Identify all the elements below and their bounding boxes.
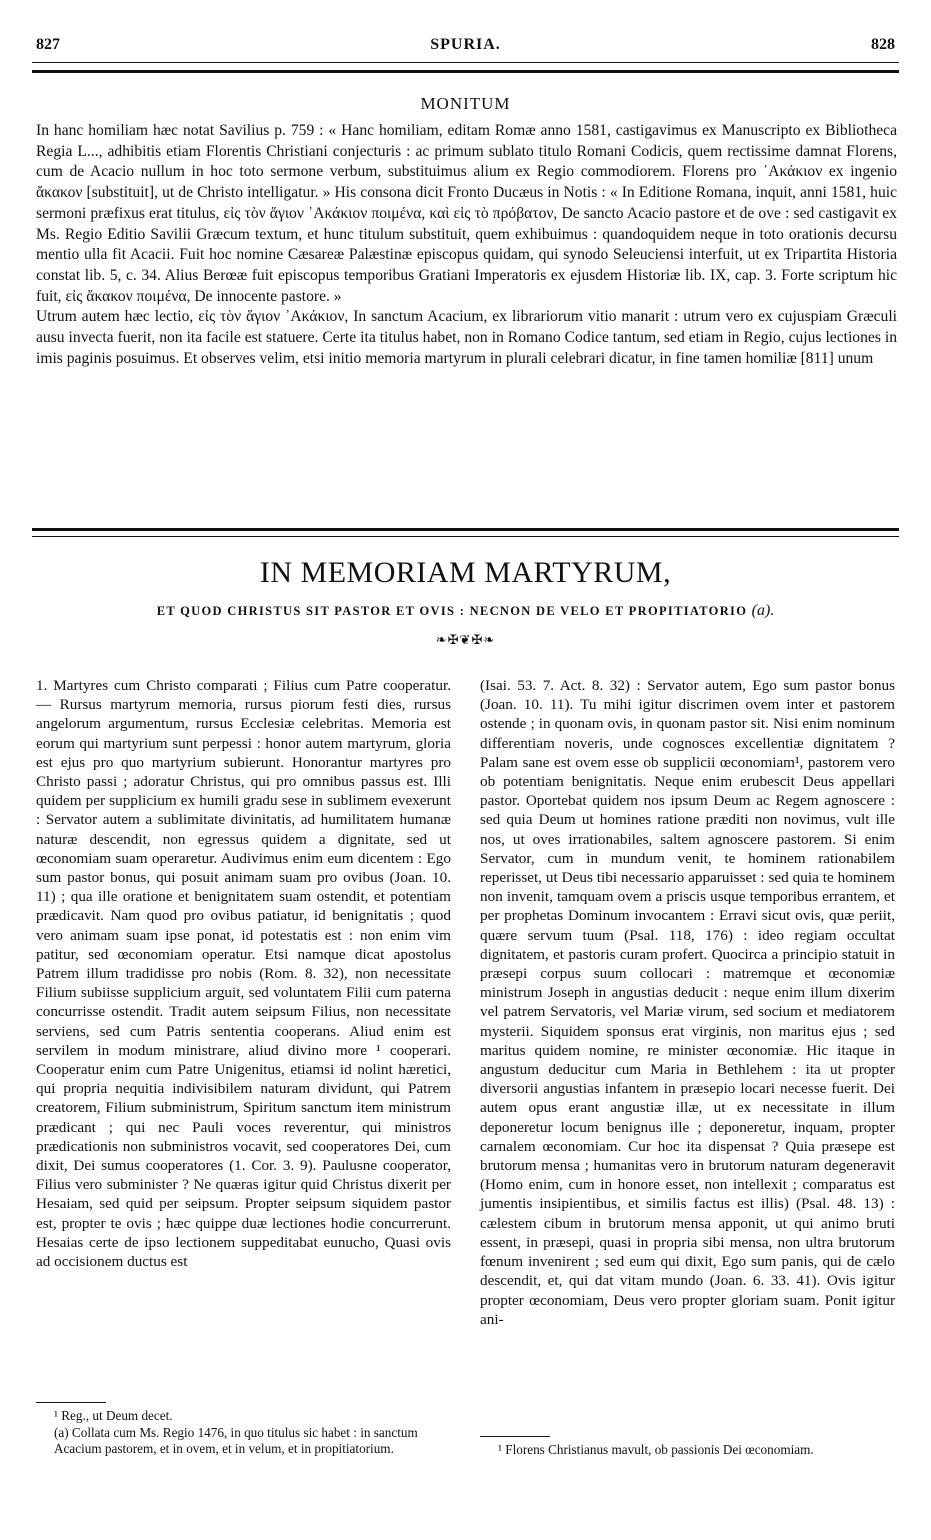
monitum-paragraph-1: In hanc homiliam hæc notat Savilius p. 759 : « Hanc homiliam, editam Romæ anno 1581, castigavimus ex Manuscripto ex Bibliotheca Regia L..., adhibitis etiam Florentis Christiani conjecturis : ac primum sublato titulo Romani Codicis, quem rectissime damnat Florens, cum de Acacio nullum in hoc toto sermone verbum, substituimus alium ex Regio commodiorem. Florens pro ᾿Ακάκιον ex ingenio ἄκακον [substituit], ut de Christo intelligatur. » His consona dicit Fronto Ducæus in Notis : « In Editione Romana, inquit, anni 1581, huic sermoni præfixus erat titulus, εἰς τὸν ἅγιον ᾿Ακάκιον ποιμένα, καὶ εἰς τὸ πρόβατον, De sancto Acacio pastore et de ove : sed castigavit ex Ms. Regio Editio Savilii Græcum textum, et hunc titulum substituit, quem exhibuimus : quandoquidem neque in toto orationis decursu mentio ulla fit Acacii. Fuit hoc nomine Cæsareæ Palæstinæ episcopus quidam, qui synodo Seleuciensi interfuit, ut ex Tripartita Historia constat lib. 5, c. 34. Alius Berœæ fuit episcopus temporibus Gratiani Imperatoris ex ejusdem Historiæ lib. IX, cap. 3. Forte scriptum hic fuit, εἰς ἄκακον ποιμένα, De innocente pastore. »	[36, 122, 897, 305]
footnotes-left	[36, 1408, 451, 1458]
header-rule	[32, 62, 899, 73]
page-number-left: 827	[36, 36, 60, 53]
footnote-rule-left	[36, 1402, 106, 1403]
running-title: SPURIA.	[430, 36, 501, 53]
footnotes-right	[480, 1442, 895, 1459]
section-rule	[32, 528, 899, 537]
footnote-rule-right	[480, 1436, 550, 1437]
running-head	[36, 36, 895, 58]
footnote-right-1: ¹ Florens Christianus mavult, ob passionis Dei œconomiam.	[498, 1442, 814, 1457]
monitum-title: MONITUM	[420, 94, 511, 113]
page-number-right: 828	[871, 36, 895, 53]
column-right-text: (Isai. 53. 7. Act. 8. 32) : Servator autem, Ego sum pastor bonus (Joan. 10. 11). Tu mihi igitur discrimen ovem inter et pastorem ostende ; in quonam ovis, in quonam pastor sit. Nisi enim nominum differentiam noveris, unde cognosces excellentiæ dignitatem ? Palam sane est ovem esse ob supplicii œconomiam¹, pastorem vero ob potentiam benignitatis. Neque enim erubescit Deus appellari pastor. Oportebat quidem nos ipsum Deum ac Regem agnoscere : sed quia Deum ut homines ratione præditi non novimus, vult ille nos, ut oves irrationabiles, saltem agnoscere pastorem. Si enim Servator, cum in mundum venit, te hominem rationabilem reperisset, ut Deus tibi necessario apparuisset : sed quia te hominem non invenit, tamquam ovem a priscis usque temporibus errantem, et per prophetas Dominum invocantem : Erravi sicut ovis, quæ periit, quære servum tuum (Psal. 118, 176) : ideo regiam occultat dignitatem, et pastoris curam profert. Quocirca a principio statuit in præsepi corpus suum collocari : matremque et œconomiæ ministrum Joseph in angustias deducit : neque enim illum dixerim vel patrem Servatoris, vel Mariæ virum, sed socium et mediatorem mysterii. Siquidem sponsus erat virginis, non maritus ejus ; sed maritus quidem nomine, re minister œconomiæ. Hic itaque in angustum deducitur cum Maria in Bethlehem : ita ut propter diversorii angustias infantem in præsepio locari necesse fuerit. Dei autem opus erant angustiæ illæ, ut ex necessitate in illum deponeretur locum benignus ille ; deponeretur, inquam, propter carnalem œconomiam. Cur hoc ita dispensat ? Quia præsepe est brutorum mensa ; humanitas vero in brutorum naturam degeneravit (Homo enim, cum in honore esset, non intellexit ; comparatus est jumentis insipientibus, et similis factus est illis) (Psal. 48. 13) : cælestem cibum in brutorum mensa apponit, ut qui animo bruti essent, in præsepi, quasi in propria sibi mensa, non ultra brutorum fœnum invenirent ; sed eum qui dixit, Ego sum panis, qui de cælo descendit, et, qui dat vitam mundo (Joan. 6. 33. 41). Ovis igitur propter œconomiam, Deus vero propter gloriam suam. Ponit igitur ani-	[480, 677, 895, 1328]
ornament-divider: ❧✠❦✠❧	[435, 632, 496, 647]
monitum-paragraph-2: Utrum autem hæc lectio, εἰς τὸν ἅγιον ᾿Ακάκιον, In sanctum Acacium, ex librariorum vitio manarit : utrum vero ex cujuspiam Græculi ausu invecta fuerit, non ita facile est statuere. Certe ita titulus habet, non in Romano Codice tantum, sed etiam in Regio, cujus lectiones in imis paginis posuimus. Et observes velim, etsi initio memoria martyrum in plurali celebrari dicatur, in fine tamen homiliæ [811] unum	[36, 308, 897, 367]
column-left-text: 1. Martyres cum Christo comparati ; Filius cum Patre cooperatur. — Rursus martyrum memoria, rursus piorum festi dies, rursus angelorum argumentum, rursus Ecclesiæ celebritas. Memoria est eorum qui martyrium sunt perpessi : honor autem martyrum, gloria est ejus pro quo martyrium subierunt. Honorantur martyres pro Christo passi ; adoratur Christus, qui pro omnibus passus est. Illi quidem per supplicium ex humili gradu sese in sublimem evexerunt : Servator autem a sublimitate divinitatis, ad humilitatem humanæ naturæ descendit, non egressus quidem a dignitate, sed ut œconomiam suam operaretur. Audivimus enim eum dicentem : Ego sum pastor bonus, qui posuit animam suam pro ovibus (Joan. 10. 11) ; qua ille oratione et benignitatem suam ostendit, et potentiam prædicavit. Nam quod pro ovibus patiatur, id benignitatis ; quod vero animam suam ipse ponat, id potestatis est : non enim vim patitur, sed œconomiam operatur. Etsi namque dicat apostolus Patrem illum tradidisse pro nobis (Rom. 8. 32), non necessitate Filium subiisse supplicium arguit, sed voluntatem Filii cum paterna concurrisse ostendit. Tradit autem seipsum Filius, non necessitate serviens, sed cum Patris sententia cooperans. Aliud enim est servilem in modum ministrare, aliud divino more ¹ cooperari. Cooperatur enim cum Patre Unigenitus, etiamsi id nolint hæretici, qui propria nequitia indivisibilem naturam dividunt, qui Patrem creatorem, Filium subministrum, Spiritum sanctum item ministrum prædicant ; qui nec Pauli voces reverentur, qui ministros prædicationis non subministros vocavit, sed cooperatores Dei, cum dixit, Dei sumus cooperatores (1. Cor. 3. 9). Paulusne cooperator, Filius vero subminister ? Ne quæras igitur quid Christus dixerit per Hesaiam, sed quid per seipsum. Propter seipsum siquidem pastor est, propter te ovis ; hæc quippe duæ lectiones hodie concurrerunt. Hesaias certe de ipso lectionem suppeditabat eunucho, Quasi ovis ad occisionem ductus est	[36, 677, 451, 1271]
homily-title: IN MEMORIAM MARTYRUM,	[259, 556, 672, 589]
footnote-left-2: (a) Collata cum Ms. Regio 1476, in quo titulus sic habet : in sanctum Acacium pastorem, et in ovem, et in velum, et in propitiatorium.	[54, 1424, 418, 1456]
footnote-left-1: ¹ Reg., ut Deum decet.	[54, 1408, 173, 1423]
homily-subtitle	[0, 602, 931, 620]
text-column-left	[36, 676, 451, 1271]
homily-subtitle-note-ref: (a).	[751, 602, 775, 619]
text-column-right	[480, 676, 895, 1329]
monitum-text	[36, 121, 897, 369]
homily-subtitle-text: ET QUOD CHRISTUS SIT PASTOR ET OVIS : NECNON DE VELO ET PROPITIATORIO	[156, 604, 748, 618]
